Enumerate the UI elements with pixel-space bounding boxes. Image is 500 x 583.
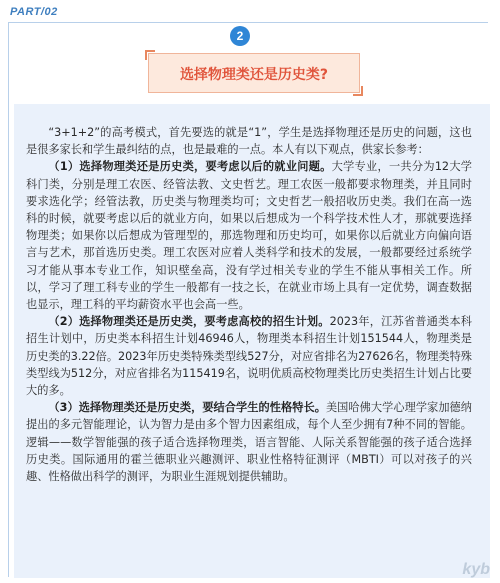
point-3-paragraph: [26, 399, 472, 485]
point-1-body: 大学专业，一共分为12大学科门类，分别是理工农医、经管法教、文史哲艺。理工农医一般都要求物理类，并且同时要求选化学；经管法教，历史类与物理类均可；文史哲艺一般招收历史类。我们在高一选科的时候，就要考虑以后的就业方向，如果以后想成为一个科学技术性人才，那就要选择物理类；如果你以后想成为管理型的，那选物理和历史均可，如果你以后就业方向偏向语言与艺术，那首选历史类。理工农医对应着人类科学和技术的发展，一般都要经过系统学习才能从事本专业工作，知识壁垒高，没有学过相关专业的学生不能从事相关工作。所以，学习了理工科专业的学生一般都有一技之长，在就业市场上具有一定优势，调查数据也显示，理工科的平均薪资水平也会高一些。: [26, 160, 472, 312]
part-label: PART/02: [10, 6, 58, 18]
site-watermark: kyb: [462, 561, 490, 578]
point-2-paragraph: [26, 313, 472, 399]
point-1-paragraph: [26, 158, 472, 313]
point-1-heading: （1）选择物理类还是历史类，要考虑以后的就业问题。: [48, 160, 332, 174]
article-body: [26, 124, 472, 485]
side-divider: [8, 22, 9, 577]
header-divider: [8, 22, 488, 23]
section-number-badge: 2: [230, 26, 250, 46]
intro-paragraph: “3+1+2”的高考模式，首先要选的就是“1”，学生是选择物理还是历史的问题，这也是很多家长和学生最纠结的点，也是最难的一点。本人有以下观点，供家长参考：: [26, 126, 472, 157]
section-title: 选择物理类还是历史类?: [179, 67, 329, 83]
point-3-heading: （3）选择物理类还是历史类，要结合学生的性格特长。: [48, 401, 326, 415]
point-2-heading: （2）选择物理类还是历史类，要考虑高校的招生计划。: [48, 315, 330, 329]
point-2-body: 2023年，江苏省普通类本科招生计划中，历史类本科招生计划46946人，物理类本科招生计划151544人，物理类是历史类的3.22倍。2023年历史类特殊类型线527分，对应省排名为27626名，物理类特殊类型线为512分，对应省排名为115419名，说明优质高校物理类比历史类招生计划占比要大的多。: [26, 315, 472, 398]
section-title-box: [148, 53, 360, 93]
point-3-body: 美国哈佛大学心理学家加德纳提出的多元智能理论，认为智力是由多个智力因素组成，每个人至少拥有7种不同的智能。逻辑——数学智能强的孩子适合选择物理类，语言智能、人际关系智能强的孩子适合选择历史类。国际通用的霍兰德职业兴趣测评、职业性格特征测评（MBTI）可以对孩子的兴趣、性格做出科学的测评，为职业生涯规划提供辅助。: [26, 401, 472, 484]
